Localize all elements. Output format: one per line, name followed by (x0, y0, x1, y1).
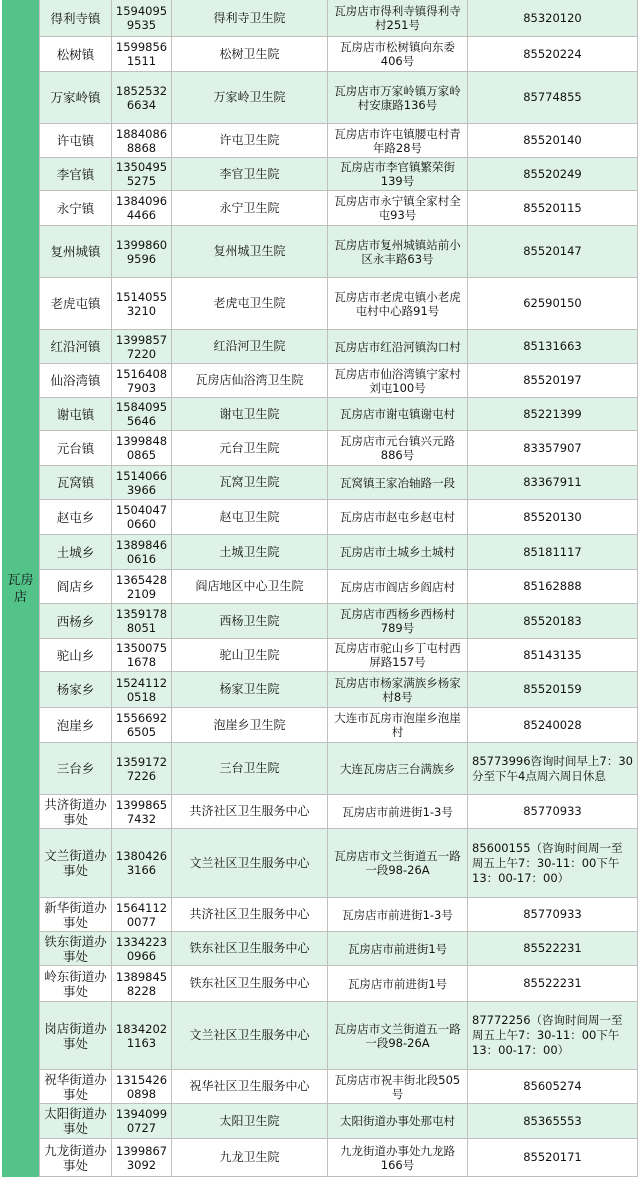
telephone-cell: 83357907 (468, 431, 638, 465)
hospital-cell: 万家岭卫生院 (172, 72, 328, 123)
address-cell: 瓦房店市李官镇繁荣街139号 (328, 158, 468, 190)
region-cell (2, 0, 40, 1177)
telephone-cell: 85520159 (468, 672, 638, 707)
mobile-cell: 15164087903 (112, 364, 172, 397)
hospital-cell: 祝华社区卫生服务中心 (172, 1070, 328, 1103)
address-cell: 瓦房店市复州城镇站前小区永丰路63号 (328, 226, 468, 277)
table-row (40, 278, 638, 330)
town-cell: 阎店乡 (40, 570, 112, 603)
telephone-cell: 85520147 (468, 226, 638, 277)
table-row (40, 330, 638, 364)
table-row (40, 708, 638, 743)
town-cell: 永宁镇 (40, 191, 112, 225)
telephone-cell: 85520171 (468, 1139, 638, 1176)
address-cell: 瓦房店市前进街1号 (328, 932, 468, 965)
town-cell: 赵屯乡 (40, 500, 112, 534)
table-row (40, 932, 638, 966)
region-label: 瓦房店 (7, 572, 34, 605)
table-row (40, 226, 638, 278)
town-cell: 铁东街道办事处 (40, 932, 112, 965)
telephone-cell: 85143135 (468, 639, 638, 671)
town-cell: 祝华街道办事处 (40, 1070, 112, 1103)
table-row (40, 124, 638, 158)
address-cell: 瓦房店市谢屯镇谢屯村 (328, 398, 468, 430)
hospital-cell: 老虎屯卫生院 (172, 278, 328, 329)
mobile-cell: 15241120518 (112, 672, 172, 707)
telephone-cell: 85773996咨询时间早上7：30分至下午4点周六周日休息 (468, 743, 638, 794)
table-row (40, 570, 638, 604)
address-cell: 瓦房店市前进街1号 (328, 966, 468, 1001)
telephone-cell: 87772256（咨询时间周一至周五上午7：30-11：00下午13：00-17：00） (468, 1002, 638, 1069)
hospital-cell: 瓦窝卫生院 (172, 466, 328, 499)
town-cell: 元台镇 (40, 431, 112, 465)
address-cell: 瓦房店市文兰街道五一路一段98-26A (328, 1002, 468, 1069)
address-cell: 瓦房店市土城乡土城村 (328, 535, 468, 569)
town-cell: 老虎屯镇 (40, 278, 112, 329)
hospital-cell: 文兰社区卫生服务中心 (172, 1002, 328, 1069)
health-center-table (2, 0, 638, 1177)
town-cell: 杨家乡 (40, 672, 112, 707)
hospital-cell: 三台卫生院 (172, 743, 328, 794)
telephone-cell: 85520115 (468, 191, 638, 225)
telephone-cell: 85240028 (468, 708, 638, 742)
telephone-cell: 85520224 (468, 37, 638, 71)
telephone-cell: 85221399 (468, 398, 638, 430)
hospital-cell: 元台卫生院 (172, 431, 328, 465)
town-cell: 瓦窝镇 (40, 466, 112, 499)
mobile-cell: 13591788051 (112, 604, 172, 638)
hospital-cell: 共济社区卫生服务中心 (172, 898, 328, 931)
table-row (40, 795, 638, 829)
telephone-cell: 85181117 (468, 535, 638, 569)
mobile-cell: 13500751678 (112, 639, 172, 671)
address-cell: 瓦房店市祝丰街北段505号 (328, 1070, 468, 1103)
mobile-cell: 18342021163 (112, 1002, 172, 1069)
telephone-cell: 85320120 (468, 0, 638, 36)
table-row (40, 1139, 638, 1177)
mobile-cell: 15840955646 (112, 398, 172, 430)
address-cell: 瓦窝镇王家冶轴路一段 (328, 466, 468, 499)
mobile-cell: 13940990727 (112, 1104, 172, 1138)
town-cell: 共济街道办事处 (40, 795, 112, 828)
table-row (40, 500, 638, 535)
address-cell: 瓦房店市杨家满族乡杨家村8号 (328, 672, 468, 707)
table-row (40, 1070, 638, 1104)
town-cell: 文兰街道办事处 (40, 829, 112, 897)
town-cell: 太阳街道办事处 (40, 1104, 112, 1138)
hospital-cell: 文兰社区卫生服务中心 (172, 829, 328, 897)
hospital-cell: 土城卫生院 (172, 535, 328, 569)
mobile-cell: 13998480865 (112, 431, 172, 465)
address-cell: 瓦房店市得利寺镇得利寺村251号 (328, 0, 468, 36)
telephone-cell: 85131663 (468, 330, 638, 363)
table-row (40, 829, 638, 898)
hospital-cell: 阎店地区中心卫生院 (172, 570, 328, 603)
hospital-cell: 赵屯卫生院 (172, 500, 328, 534)
mobile-cell: 13998577220 (112, 330, 172, 363)
mobile-cell: 13998609596 (112, 226, 172, 277)
address-cell: 瓦房店市西杨乡西杨村789号 (328, 604, 468, 638)
town-cell: 新华街道办事处 (40, 898, 112, 931)
mobile-cell: 13898460616 (112, 535, 172, 569)
table-row (40, 1002, 638, 1070)
hospital-cell: 铁东社区卫生服务中心 (172, 932, 328, 965)
town-cell: 九龙街道办事处 (40, 1139, 112, 1176)
hospital-cell: 杨家卫生院 (172, 672, 328, 707)
address-cell: 瓦房店市前进街1-3号 (328, 795, 468, 828)
mobile-cell: 13840964466 (112, 191, 172, 225)
table-row (40, 672, 638, 708)
table-row (40, 604, 638, 639)
town-cell: 岭东街道办事处 (40, 966, 112, 1001)
town-cell: 得利寺镇 (40, 0, 112, 36)
telephone-cell: 85162888 (468, 570, 638, 603)
mobile-cell: 15140553210 (112, 278, 172, 329)
hospital-cell: 李官卫生院 (172, 158, 328, 190)
town-cell: 土城乡 (40, 535, 112, 569)
mobile-cell: 15641120077 (112, 898, 172, 931)
telephone-cell: 85520140 (468, 124, 638, 157)
table-row (40, 898, 638, 932)
telephone-cell: 62590150 (468, 278, 638, 329)
mobile-cell: 13998673092 (112, 1139, 172, 1176)
table-row (40, 1104, 638, 1139)
address-cell: 瓦房店市老虎屯镇小老虎屯村中心路91号 (328, 278, 468, 329)
address-cell: 瓦房店市前进街1-3号 (328, 898, 468, 931)
telephone-cell: 85774855 (468, 72, 638, 123)
hospital-cell: 泡崖乡卫生院 (172, 708, 328, 742)
table-row (40, 398, 638, 431)
table-row (40, 743, 638, 795)
telephone-cell: 85605274 (468, 1070, 638, 1103)
mobile-cell: 13998657432 (112, 795, 172, 828)
hospital-cell: 铁东社区卫生服务中心 (172, 966, 328, 1001)
telephone-cell: 85522231 (468, 966, 638, 1001)
address-cell: 瓦房店市元台镇兴元路886号 (328, 431, 468, 465)
telephone-cell: 85520197 (468, 364, 638, 397)
telephone-cell: 85520183 (468, 604, 638, 638)
hospital-cell: 太阳卫生院 (172, 1104, 328, 1138)
address-cell: 太阳街道办事处那屯村 (328, 1104, 468, 1138)
address-cell: 九龙街道办事处九龙路166号 (328, 1139, 468, 1176)
address-cell: 瓦房店市文兰街道五一路一段98-26A (328, 829, 468, 897)
table-row (40, 364, 638, 398)
telephone-cell: 85520130 (468, 500, 638, 534)
hospital-cell: 复州城卫生院 (172, 226, 328, 277)
hospital-cell: 永宁卫生院 (172, 191, 328, 225)
address-cell: 瓦房店市红沿河镇沟口村 (328, 330, 468, 363)
address-cell: 瓦房店市松树镇向东委406号 (328, 37, 468, 71)
town-cell: 驼山乡 (40, 639, 112, 671)
hospital-cell: 许屯卫生院 (172, 124, 328, 157)
hospital-cell: 红沿河卫生院 (172, 330, 328, 363)
telephone-cell: 85600155（咨询时间周一至周五上午7：30-11：00下午13：00-17：00） (468, 829, 638, 897)
address-cell: 瓦房店市驼山乡丁屯村西屏路157号 (328, 639, 468, 671)
town-cell: 李官镇 (40, 158, 112, 190)
town-cell: 谢屯镇 (40, 398, 112, 430)
town-cell: 许屯镇 (40, 124, 112, 157)
town-cell: 三台乡 (40, 743, 112, 794)
table-row (40, 37, 638, 72)
mobile-cell: 15040470660 (112, 500, 172, 534)
table-row (40, 0, 638, 37)
town-cell: 仙浴湾镇 (40, 364, 112, 397)
town-cell: 复州城镇 (40, 226, 112, 277)
address-cell: 瓦房店市赵屯乡赵屯村 (328, 500, 468, 534)
mobile-cell: 13154260898 (112, 1070, 172, 1103)
mobile-cell: 15566926505 (112, 708, 172, 742)
telephone-cell: 85770933 (468, 795, 638, 828)
town-cell: 泡崖乡 (40, 708, 112, 742)
mobile-cell: 13591727226 (112, 743, 172, 794)
mobile-cell: 13654282109 (112, 570, 172, 603)
hospital-cell: 瓦房店仙浴湾卫生院 (172, 364, 328, 397)
hospital-cell: 西杨卫生院 (172, 604, 328, 638)
mobile-cell: 15940959535 (112, 0, 172, 36)
address-cell: 瓦房店市万家岭镇万家岭村安康路136号 (328, 72, 468, 123)
mobile-cell: 13804263166 (112, 829, 172, 897)
hospital-cell: 驼山卫生院 (172, 639, 328, 671)
address-cell: 瓦房店市仙浴湾镇宁家村刘屯100号 (328, 364, 468, 397)
town-cell: 红沿河镇 (40, 330, 112, 363)
table-row (40, 466, 638, 500)
telephone-cell: 85520249 (468, 158, 638, 190)
table-row (40, 72, 638, 124)
table-row (40, 535, 638, 570)
mobile-cell: 13898458228 (112, 966, 172, 1001)
mobile-cell: 13504955275 (112, 158, 172, 190)
table-row (40, 191, 638, 226)
address-cell: 大连瓦房店三台满族乡 (328, 743, 468, 794)
table-row (40, 431, 638, 466)
mobile-cell: 18525326634 (112, 72, 172, 123)
mobile-cell: 13342230966 (112, 932, 172, 965)
hospital-cell: 得利寺卫生院 (172, 0, 328, 36)
mobile-cell: 15998561511 (112, 37, 172, 71)
address-cell: 瓦房店市永宁镇全家村全屯93号 (328, 191, 468, 225)
telephone-cell: 85770933 (468, 898, 638, 931)
telephone-cell: 83367911 (468, 466, 638, 499)
address-cell: 大连市瓦房市泡崖乡泡崖村 (328, 708, 468, 742)
table-row (40, 639, 638, 672)
telephone-cell: 85522231 (468, 932, 638, 965)
town-cell: 西杨乡 (40, 604, 112, 638)
table-row (40, 158, 638, 191)
hospital-cell: 谢屯卫生院 (172, 398, 328, 430)
mobile-cell: 15140663966 (112, 466, 172, 499)
telephone-cell: 85365553 (468, 1104, 638, 1138)
hospital-cell: 九龙卫生院 (172, 1139, 328, 1176)
address-cell: 瓦房店市阎店乡阎店村 (328, 570, 468, 603)
hospital-cell: 共济社区卫生服务中心 (172, 795, 328, 828)
town-cell: 岗店街道办事处 (40, 1002, 112, 1069)
hospital-cell: 松树卫生院 (172, 37, 328, 71)
mobile-cell: 18840868868 (112, 124, 172, 157)
address-cell: 瓦房店市许屯镇腰屯村青年路28号 (328, 124, 468, 157)
town-cell: 万家岭镇 (40, 72, 112, 123)
town-cell: 松树镇 (40, 37, 112, 71)
table-row (40, 966, 638, 1002)
